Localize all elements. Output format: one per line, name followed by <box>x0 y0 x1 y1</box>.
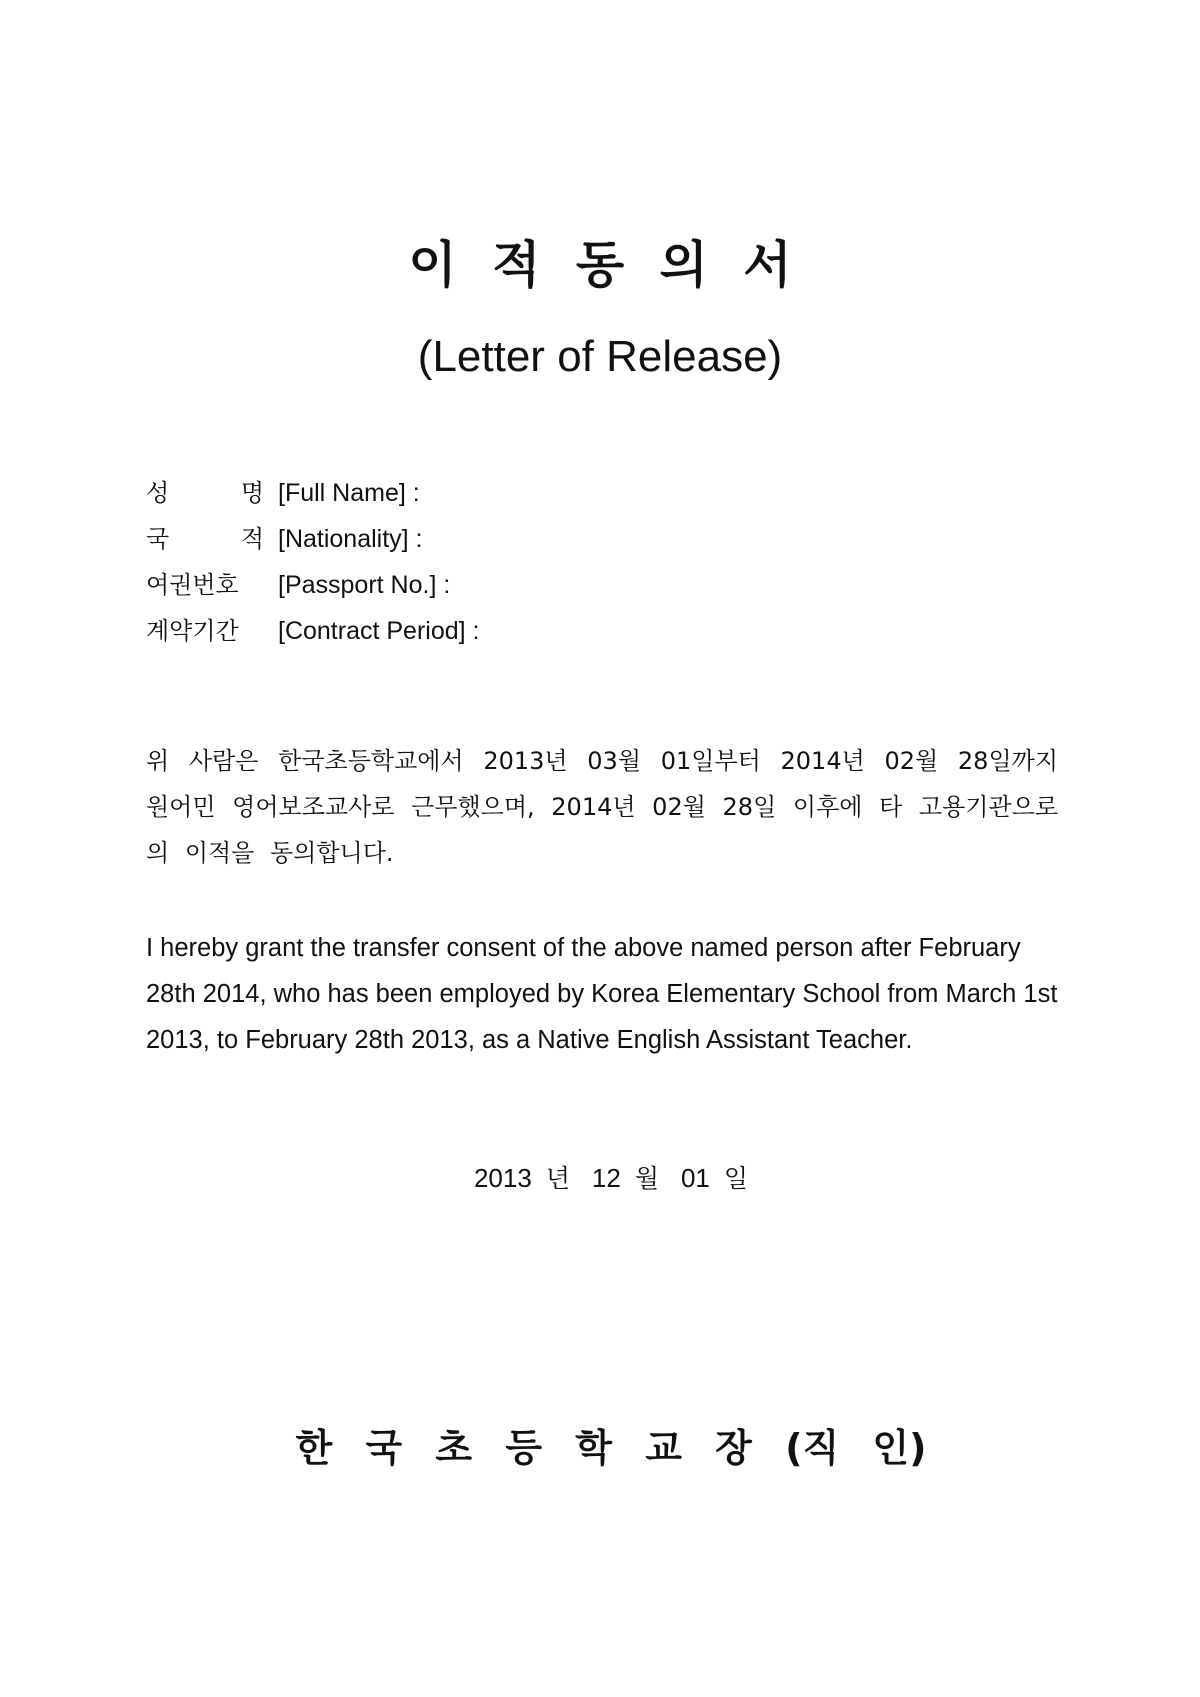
document-title-english: (Letter of Release) <box>417 332 783 381</box>
field-label-char: 국 <box>146 525 170 553</box>
field-label-korean <box>146 562 264 608</box>
consent-paragraph-korean: 위 사람은 한국초등학교에서 2013년 03월 01일부터 2014년 02월 28일까지 원어민 영어보조교사로 근무했으며, 2014년 02월 28일 이후에 타 고용기관으로의 이적을 동의합니다. <box>146 747 1058 867</box>
field-label-english: [Passport No.] : <box>278 571 451 599</box>
field-label-char: 여권번호 <box>146 571 239 599</box>
field-label-char: 성 <box>146 479 170 507</box>
personal-info-fields <box>146 470 479 654</box>
field-label-char: 계약기간 <box>146 617 239 645</box>
date-day: 01 <box>680 1163 710 1193</box>
date-day-unit: 일 <box>723 1164 749 1193</box>
field-contract-period <box>146 608 479 654</box>
field-full-name <box>146 470 479 516</box>
document-date <box>0 1158 1200 1199</box>
date-month: 12 <box>591 1163 621 1193</box>
field-label-korean <box>146 470 264 516</box>
field-label-english: [Contract Period] : <box>278 617 480 645</box>
field-nationality <box>146 516 479 562</box>
principal-signature: 한 국 초 등 학 교 장 (직 인) <box>295 1426 927 1470</box>
field-label-char: 명 <box>240 479 264 507</box>
date-year: 2013 <box>473 1163 532 1193</box>
date-month-unit: 월 <box>634 1164 659 1193</box>
field-label-korean <box>146 516 264 562</box>
date-year-unit: 년 <box>545 1164 570 1193</box>
field-passport-number <box>146 562 479 608</box>
field-label-char: 적 <box>240 525 264 553</box>
field-label-korean <box>146 608 264 654</box>
document-title-korean: 이 적 동 의 서 <box>408 236 792 294</box>
field-label-english: [Nationality] : <box>278 525 423 553</box>
field-label-english: [Full Name] : <box>278 479 420 507</box>
consent-paragraph-english: I hereby grant the transfer consent of the above named person after February 28th 2014, who has been employed by Korea Elementary School from March 1st 2013, to February 28th 2013, as a Native English Assistant Teacher. <box>146 934 1058 1054</box>
